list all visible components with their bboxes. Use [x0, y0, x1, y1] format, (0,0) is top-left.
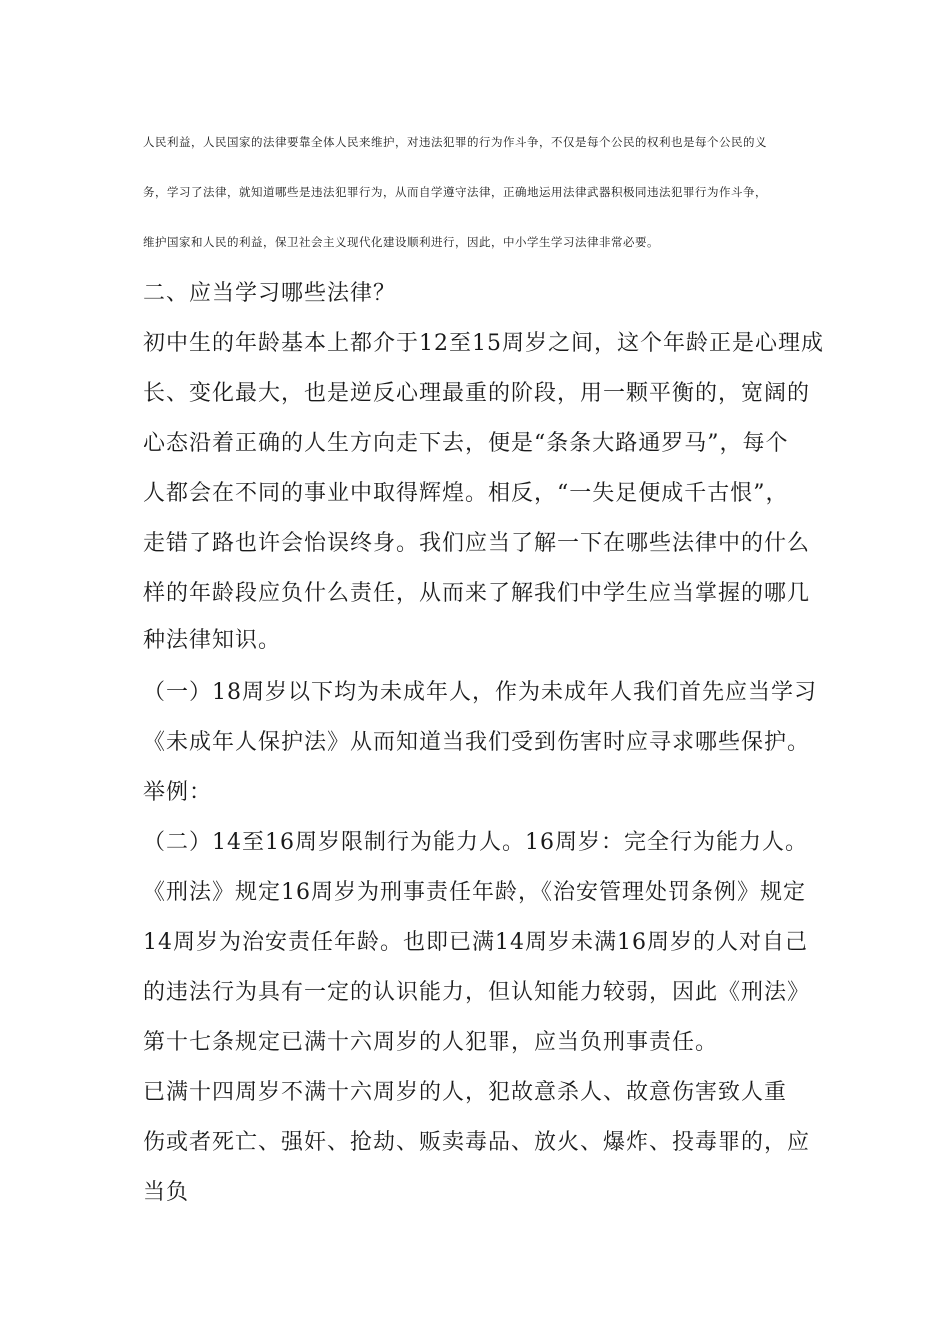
- body-line: 初中生的年龄基本上都介于12至15周岁之间，这个年龄正是心理成: [143, 331, 824, 356]
- intro-line-2: 务，学习了法律，就知道哪些是违法犯罪行为，从而自学遵守法律，正确地运用法律武器积极同违法犯罪行为作斗争，: [143, 185, 767, 199]
- intro-line-1: 人民利益，人民国家的法律要靠全体人民来维护，对违法犯罪的行为作斗争，不仅是每个公民的权利也是每个公民的义: [143, 135, 767, 149]
- body-line: （二）14至16周岁限制行为能力人。16周岁：完全行为能力人。: [143, 830, 808, 855]
- intro-line-3: 维护国家和人民的利益，保卫社会主义现代化建设顺利进行，因此，中小学生学习法律非常必要。: [143, 235, 659, 249]
- body-line: 种法律知识。: [143, 628, 282, 653]
- body-line: 走错了路也许会怡误终身。我们应当了解一下在哪些法律中的什么: [143, 531, 811, 556]
- body-line: 第十七条规定已满十六周岁的人犯罪，应当负刑事责任。: [143, 1030, 719, 1055]
- body-line: 样的年龄段应负什么责任，从而来了解我们中学生应当掌握的哪几: [143, 581, 811, 606]
- body-line: 心态沿着正确的人生方向走下去，便是“条条大路通罗马”，每个: [143, 431, 789, 456]
- body-line: 《刑法》规定16周岁为刑事责任年龄，《治安管理处罚条例》规定: [143, 880, 806, 905]
- body-line: 《未成年人保护法》从而知道当我们受到伤害时应寻求哪些保护。: [143, 730, 811, 755]
- body-line: 人都会在不同的事业中取得辉煌。相反，“一失足便成千古恨”，: [143, 481, 789, 506]
- body-line: 当负: [143, 1180, 190, 1205]
- section-heading: 二、应当学习哪些法律？: [143, 281, 397, 306]
- body-line: 举例：: [143, 780, 213, 805]
- body-line: 已满十四周岁不满十六周岁的人，犯故意杀人、故意伤害致人重: [143, 1080, 788, 1105]
- body-line: 的违法行为具有一定的认识能力，但认知能力较弱，因此《刑法》: [143, 980, 811, 1005]
- body-line: 伤或者死亡、强奸、抢劫、贩卖毒品、放火、爆炸、投毒罪的，应: [143, 1130, 811, 1155]
- body-line: （一）18周岁以下均为未成年人，作为未成年人我们首先应当学习: [143, 680, 817, 705]
- body-line: 长、变化最大，也是逆反心理最重的阶段，用一颗平衡的，宽阔的: [143, 381, 811, 406]
- body-line: 14周岁为治安责任年龄。也即已满14周岁未满16周岁的人对自己: [143, 930, 808, 955]
